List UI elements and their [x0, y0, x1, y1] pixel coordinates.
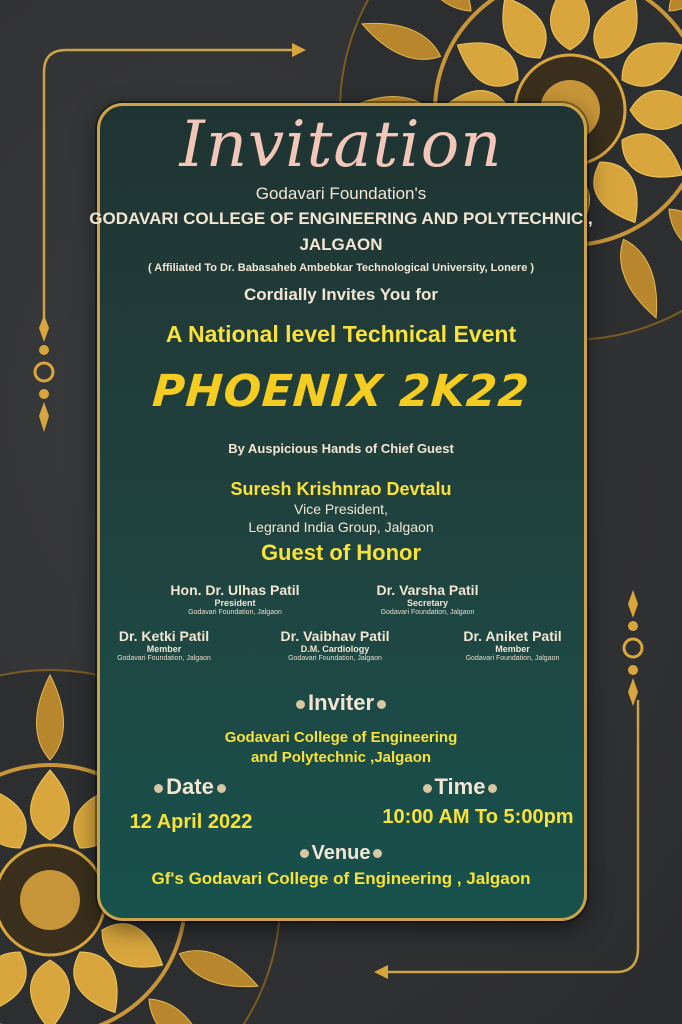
date-value: 12 April 2022	[129, 811, 253, 833]
honor-guest-org: Godavari Foundation, Jalgaon	[288, 655, 382, 662]
chief-guest-title: Vice President,	[294, 501, 388, 517]
honor-guest-card	[345, 582, 510, 617]
venue-value: Gf's Godavari College of Engineering , Jalgaon	[151, 869, 531, 888]
honor-guest-card	[150, 582, 320, 617]
college-name: GODAVARI COLLEGE OF ENGINEERING AND POLYTECHNIC ,	[89, 209, 593, 228]
venue-heading	[0, 842, 682, 865]
honor-guest-card	[262, 628, 408, 663]
bullet-dot-icon	[217, 784, 226, 793]
venue-label: Venue	[311, 842, 371, 864]
cordially-invites-text: Cordially Invites You for	[244, 285, 438, 304]
inviter-label: Inviter	[307, 690, 375, 715]
college-city: JALGAON	[299, 235, 383, 254]
inviter-org-line2: and Polytechnic ,Jalgaon	[250, 749, 432, 766]
honor-guest-card	[440, 628, 585, 663]
bullet-dot-icon	[154, 784, 163, 793]
foundation-name: Godavari Foundation's	[255, 184, 427, 203]
event-name: PHOENIX 2K22	[150, 366, 532, 417]
honor-guest-name: Hon. Dr. Ulhas Patil	[170, 582, 300, 598]
honor-guest-role: Secretary	[406, 598, 449, 608]
inviter-heading	[0, 690, 682, 716]
invitation-heading: Invitation	[179, 108, 503, 182]
honor-guest-org: Godavari Foundation, Jalgaon	[465, 655, 560, 662]
guest-of-honor-heading: Guest of Honor	[260, 540, 422, 565]
bullet-dot-icon	[423, 784, 432, 793]
bullet-dot-icon	[377, 700, 386, 709]
bullet-dot-icon	[488, 784, 497, 793]
honor-guest-org: Godavari Foundation, Jalgaon	[117, 655, 211, 662]
honor-guest-role: President	[214, 598, 256, 608]
chief-guest-intro: By Auspicious Hands of Chief Guest	[228, 441, 454, 456]
time-value: 10:00 AM To 5:00pm	[382, 806, 574, 828]
chief-guest-org: Legrand India Group, Jalgaon	[248, 519, 434, 535]
honor-guest-name: Dr. Aniket Patil	[463, 628, 562, 644]
bullet-dot-icon	[300, 849, 309, 858]
date-label: Date	[166, 774, 214, 799]
honor-guest-org: Godavari Foundation, Jalgaon	[380, 609, 475, 616]
bullet-dot-icon	[296, 700, 305, 709]
honor-guest-role: Member	[146, 644, 182, 654]
event-type: A National level Technical Event	[165, 321, 517, 347]
honor-guest-card	[100, 628, 228, 663]
affiliation-text: ( Affiliated To Dr. Babasaheb Ambebkar Technological University, Lonere )	[147, 262, 535, 274]
time-label: Time	[434, 774, 486, 799]
date-heading	[120, 774, 260, 800]
inviter-org-line1: Godavari College of Engineering	[224, 729, 458, 746]
bullet-dot-icon	[373, 849, 382, 858]
time-heading	[400, 774, 520, 800]
chief-guest-name: Suresh Krishnrao Devtalu	[230, 479, 452, 499]
honor-guest-name: Dr. Ketki Patil	[118, 628, 210, 644]
honor-guest-name: Dr. Varsha Patil	[376, 582, 479, 598]
honor-guest-role: D.M. Cardiology	[300, 644, 370, 654]
honor-guest-role: Member	[495, 644, 530, 654]
honor-guest-name: Dr. Vaibhav Patil	[280, 628, 390, 644]
honor-guest-org: Godavari Foundation, Jalgaon	[188, 609, 282, 616]
